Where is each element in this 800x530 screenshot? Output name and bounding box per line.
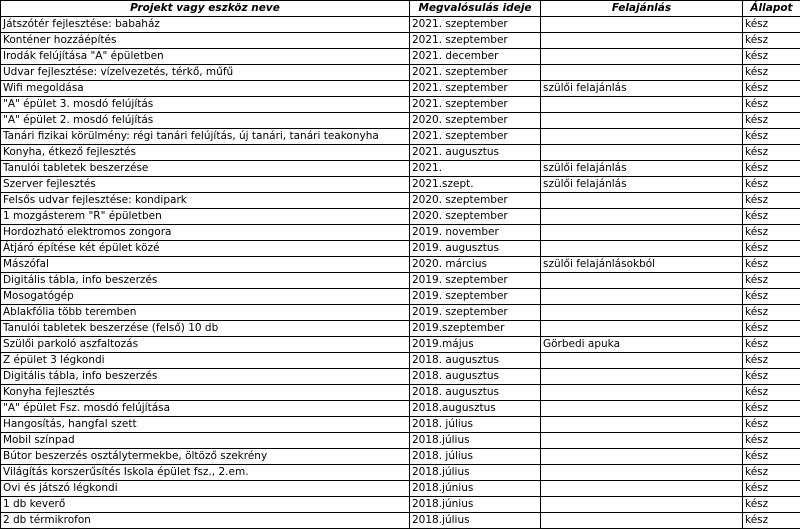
table-row	[1, 257, 800, 273]
cell-project: Digitális tábla, info beszerzés	[1, 369, 410, 385]
cell-project: Hangosítás, hangfal szett	[1, 417, 410, 433]
table-row	[1, 305, 800, 321]
cell-offer	[541, 353, 743, 369]
cell-status: kész	[743, 353, 800, 369]
cell-status: kész	[743, 465, 800, 481]
cell-status: kész	[743, 97, 800, 113]
header-status: Állapot	[743, 1, 800, 17]
table-row	[1, 369, 800, 385]
cell-date: 2021.szept.	[410, 177, 541, 193]
cell-project: Konyha fejlesztés	[1, 385, 410, 401]
cell-status: kész	[743, 481, 800, 497]
cell-project: Wifi megoldása	[1, 81, 410, 97]
cell-status: kész	[743, 65, 800, 81]
cell-project: Mászófal	[1, 257, 410, 273]
cell-offer	[541, 241, 743, 257]
cell-project: 1 mozgásterem "R" épületben	[1, 209, 410, 225]
table-row	[1, 273, 800, 289]
cell-status: kész	[743, 145, 800, 161]
table-row	[1, 193, 800, 209]
cell-status: kész	[743, 129, 800, 145]
cell-status: kész	[743, 49, 800, 65]
cell-project: Ablakfólia több teremben	[1, 305, 410, 321]
table-row	[1, 417, 800, 433]
cell-project: Konténer hozzáépítés	[1, 33, 410, 49]
cell-status: kész	[743, 193, 800, 209]
cell-offer	[541, 49, 743, 65]
table-row	[1, 401, 800, 417]
table-row	[1, 17, 800, 33]
table-row	[1, 65, 800, 81]
cell-offer	[541, 449, 743, 465]
cell-project: Mobil színpad	[1, 433, 410, 449]
cell-offer	[541, 385, 743, 401]
table-row	[1, 449, 800, 465]
table-row	[1, 113, 800, 129]
cell-status: kész	[743, 513, 800, 529]
cell-project: Mosogatógép	[1, 289, 410, 305]
table-row	[1, 481, 800, 497]
cell-date: 2021. szeptember	[410, 33, 541, 49]
cell-offer	[541, 225, 743, 241]
cell-date: 2018. augusztus	[410, 353, 541, 369]
cell-offer	[541, 305, 743, 321]
cell-project: Játszótér fejlesztése: babaház	[1, 17, 410, 33]
cell-project: 1 db keverő	[1, 497, 410, 513]
table-row	[1, 241, 800, 257]
cell-project: Tanári fizikai körülmény: régi tanári felújítás, új tanári, tanári teakonyha	[1, 129, 410, 145]
header-date: Megvalósulás ideje	[410, 1, 541, 17]
cell-date: 2019. szeptember	[410, 273, 541, 289]
table-row	[1, 49, 800, 65]
cell-status: kész	[743, 161, 800, 177]
cell-date: 2021. augusztus	[410, 145, 541, 161]
cell-status: kész	[743, 433, 800, 449]
cell-project: Felsős udvar fejlesztése: kondipark	[1, 193, 410, 209]
cell-date: 2021.	[410, 161, 541, 177]
cell-date: 2018. július	[410, 449, 541, 465]
cell-status: kész	[743, 113, 800, 129]
cell-date: 2019. augusztus	[410, 241, 541, 257]
table-row	[1, 209, 800, 225]
cell-status: kész	[743, 17, 800, 33]
cell-offer	[541, 289, 743, 305]
cell-status: kész	[743, 209, 800, 225]
cell-date: 2019.szeptember	[410, 321, 541, 337]
cell-offer	[541, 145, 743, 161]
cell-offer	[541, 369, 743, 385]
cell-status: kész	[743, 241, 800, 257]
cell-date: 2018.július	[410, 465, 541, 481]
cell-project: "A" épület Fsz. mosdó felújítása	[1, 401, 410, 417]
cell-date: 2018.június	[410, 481, 541, 497]
cell-date: 2019. szeptember	[410, 305, 541, 321]
cell-project: Z épület 3 légkondi	[1, 353, 410, 369]
cell-offer	[541, 209, 743, 225]
cell-offer	[541, 129, 743, 145]
table-row	[1, 513, 800, 529]
table-row	[1, 145, 800, 161]
cell-project: Hordozható elektromos zongora	[1, 225, 410, 241]
cell-date: 2018. augusztus	[410, 385, 541, 401]
cell-date: 2021. december	[410, 49, 541, 65]
cell-offer	[541, 33, 743, 49]
cell-offer	[541, 113, 743, 129]
cell-status: kész	[743, 289, 800, 305]
cell-date: 2020. szeptember	[410, 209, 541, 225]
cell-project: Átjáró építése két épület közé	[1, 241, 410, 257]
cell-date: 2019. szeptember	[410, 289, 541, 305]
cell-offer	[541, 273, 743, 289]
cell-offer: Görbedi apuka	[541, 337, 743, 353]
table-row	[1, 433, 800, 449]
cell-status: kész	[743, 449, 800, 465]
table-row	[1, 81, 800, 97]
cell-offer: szülői felajánlásokból	[541, 257, 743, 273]
cell-status: kész	[743, 273, 800, 289]
cell-status: kész	[743, 305, 800, 321]
header-offer: Felajánlás	[541, 1, 743, 17]
table-row	[1, 97, 800, 113]
cell-project: Konyha, étkező fejlesztés	[1, 145, 410, 161]
table-row	[1, 177, 800, 193]
table-row	[1, 497, 800, 513]
cell-project: Udvar fejlesztése: vízelvezetés, térkő, műfű	[1, 65, 410, 81]
cell-offer	[541, 65, 743, 81]
table-row	[1, 465, 800, 481]
cell-offer	[541, 481, 743, 497]
cell-project: Szerver fejlesztés	[1, 177, 410, 193]
cell-offer	[541, 321, 743, 337]
cell-date: 2021. szeptember	[410, 65, 541, 81]
cell-offer	[541, 465, 743, 481]
cell-status: kész	[743, 33, 800, 49]
cell-project: Szülői parkoló aszfaltozás	[1, 337, 410, 353]
cell-date: 2018. augusztus	[410, 369, 541, 385]
cell-offer	[541, 193, 743, 209]
cell-date: 2021. szeptember	[410, 17, 541, 33]
table-body	[1, 17, 800, 529]
cell-offer	[541, 417, 743, 433]
cell-date: 2018.augusztus	[410, 401, 541, 417]
cell-offer	[541, 513, 743, 529]
cell-date: 2021. szeptember	[410, 129, 541, 145]
cell-status: kész	[743, 257, 800, 273]
cell-date: 2019. november	[410, 225, 541, 241]
cell-status: kész	[743, 497, 800, 513]
cell-date: 2018.június	[410, 497, 541, 513]
cell-date: 2018. július	[410, 417, 541, 433]
cell-offer: szülői felajánlás	[541, 81, 743, 97]
cell-date: 2019.május	[410, 337, 541, 353]
cell-offer: szülői felajánlás	[541, 161, 743, 177]
cell-project: Világítás korszerűsítés Iskola épület fsz., 2.em.	[1, 465, 410, 481]
cell-date: 2021. szeptember	[410, 81, 541, 97]
header-project: Projekt vagy eszköz neve	[1, 1, 410, 17]
table-row	[1, 161, 800, 177]
cell-project: Ovi és játszó légkondi	[1, 481, 410, 497]
cell-project: Digitális tábla, info beszerzés	[1, 273, 410, 289]
cell-status: kész	[743, 81, 800, 97]
cell-status: kész	[743, 321, 800, 337]
cell-offer	[541, 97, 743, 113]
cell-project: Tanulói tabletek beszerzése (felső) 10 db	[1, 321, 410, 337]
cell-status: kész	[743, 177, 800, 193]
table-row	[1, 353, 800, 369]
cell-project: "A" épület 2. mosdó felújítás	[1, 113, 410, 129]
cell-date: 2021. szeptember	[410, 97, 541, 113]
table-row	[1, 129, 800, 145]
cell-date: 2020. március	[410, 257, 541, 273]
cell-project: "A" épület 3. mosdó felújítás	[1, 97, 410, 113]
table-row	[1, 337, 800, 353]
cell-offer: szülői felajánlás	[541, 177, 743, 193]
cell-date: 2020. szeptember	[410, 113, 541, 129]
table-row	[1, 225, 800, 241]
cell-project: Tanulói tabletek beszerzése	[1, 161, 410, 177]
cell-status: kész	[743, 401, 800, 417]
cell-date: 2018.július	[410, 433, 541, 449]
cell-offer	[541, 17, 743, 33]
header-row	[1, 1, 800, 17]
table-row	[1, 289, 800, 305]
table-row	[1, 385, 800, 401]
cell-project: Irodák felújítása "A" épületben	[1, 49, 410, 65]
cell-offer	[541, 497, 743, 513]
cell-status: kész	[743, 225, 800, 241]
cell-project: Bútor beszerzés osztálytermekbe, öltöző szekrény	[1, 449, 410, 465]
cell-date: 2018.július	[410, 513, 541, 529]
cell-status: kész	[743, 369, 800, 385]
cell-offer	[541, 433, 743, 449]
cell-offer	[541, 401, 743, 417]
cell-status: kész	[743, 417, 800, 433]
cell-project: 2 db térmikrofon	[1, 513, 410, 529]
cell-date: 2020. szeptember	[410, 193, 541, 209]
cell-status: kész	[743, 385, 800, 401]
table-row	[1, 33, 800, 49]
table-row	[1, 321, 800, 337]
cell-status: kész	[743, 337, 800, 353]
